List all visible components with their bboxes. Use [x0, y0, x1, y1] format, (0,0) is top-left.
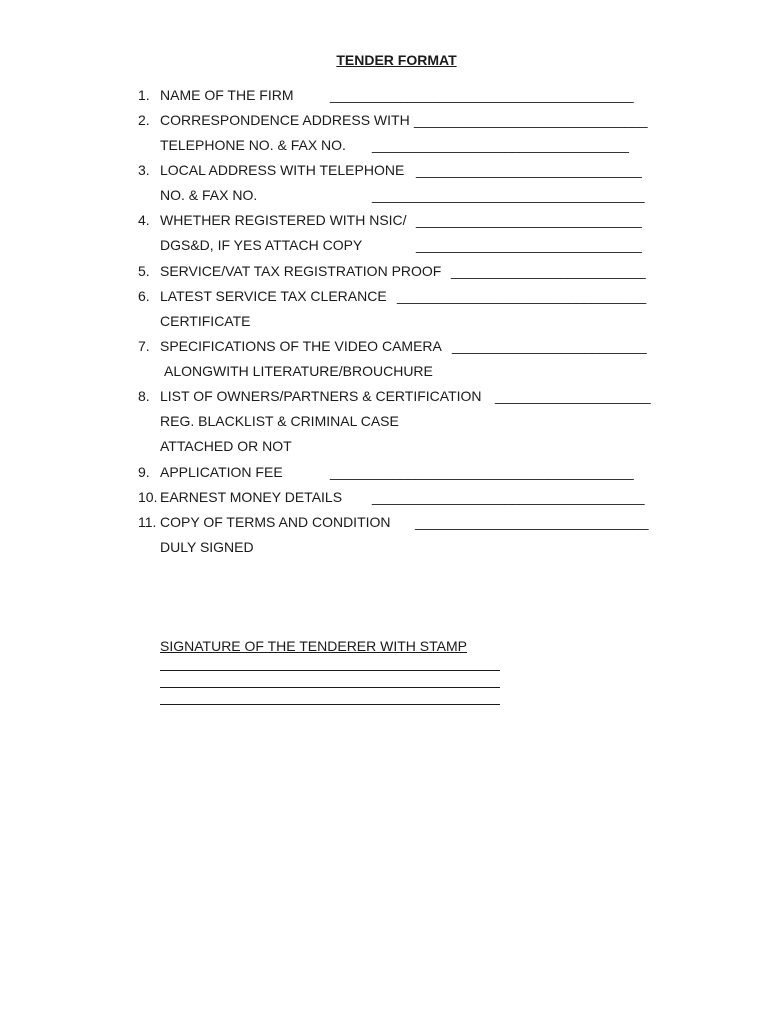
item-label: CERTIFICATE	[160, 313, 251, 329]
item-label: NO. & FAX NO.	[160, 187, 258, 203]
fill-in-blank: _______________________________________	[330, 87, 634, 103]
item-label: WHETHER REGISTERED WITH NSIC/	[160, 212, 407, 228]
item-label: DULY SIGNED	[160, 539, 254, 555]
item-label: EARNEST MONEY DETAILS	[160, 489, 343, 505]
signature-line	[160, 687, 500, 688]
fill-in-blank: ________________________________	[397, 288, 647, 304]
item-label: CORRESPONDENCE ADDRESS WITH	[160, 112, 410, 128]
item-label: APPLICATION FEE	[160, 464, 283, 480]
item-label: ALONGWITH LITERATURE/BROUCHURE	[164, 363, 433, 379]
fill-in-blank: _____________________________	[416, 162, 642, 178]
item-label: TELEPHONE NO. & FAX NO.	[160, 137, 346, 153]
item-number: 11.	[138, 514, 157, 530]
signature-line	[160, 670, 500, 671]
item-number: 6.	[138, 288, 150, 304]
item-label: ATTACHED OR NOT	[160, 438, 292, 454]
item-number: 2.	[138, 112, 150, 128]
item-number: 9.	[138, 464, 150, 480]
item-label: LOCAL ADDRESS WITH TELEPHONE	[160, 162, 405, 178]
fill-in-blank: _________________________	[451, 263, 646, 279]
fill-in-blank: _______________________________________	[330, 464, 634, 480]
item-number: 7.	[138, 338, 150, 354]
signature-label: SIGNATURE OF THE TENDERER WITH STAMP	[160, 638, 467, 654]
item-label: NAME OF THE FIRM	[160, 87, 294, 103]
item-number: 8.	[138, 388, 150, 404]
fill-in-blank: ___________________________________	[372, 489, 645, 505]
fill-in-blank: ______________________________	[414, 112, 648, 128]
item-label: LATEST SERVICE TAX CLERANCE	[160, 288, 387, 304]
item-number: 4.	[138, 212, 150, 228]
fill-in-blank: ____________________	[495, 388, 651, 404]
fill-in-blank: ___________________________________	[372, 187, 645, 203]
fill-in-blank: ______________________________	[415, 514, 649, 530]
signature-line	[160, 704, 500, 705]
item-label: COPY OF TERMS AND CONDITION	[160, 514, 391, 530]
fill-in-blank: _____________________________	[416, 237, 642, 253]
fill-in-blank: _________________________	[452, 338, 647, 354]
item-label: REG. BLACKLIST & CRIMINAL CASE	[160, 413, 399, 429]
item-label: SERVICE/VAT TAX REGISTRATION PROOF	[160, 263, 442, 279]
item-number: 5.	[138, 263, 150, 279]
item-label: LIST OF OWNERS/PARTNERS & CERTIFICATION	[160, 388, 482, 404]
item-number: 3.	[138, 162, 150, 178]
item-number: 1.	[138, 87, 150, 103]
fill-in-blank: _____________________________	[416, 212, 642, 228]
item-label: DGS&D, IF YES ATTACH COPY	[160, 237, 363, 253]
item-number: 10.	[138, 489, 158, 505]
page-title: TENDER FORMAT	[336, 52, 457, 68]
fill-in-blank: _________________________________	[372, 137, 629, 153]
item-label: SPECIFICATIONS OF THE VIDEO CAMERA	[160, 338, 442, 354]
